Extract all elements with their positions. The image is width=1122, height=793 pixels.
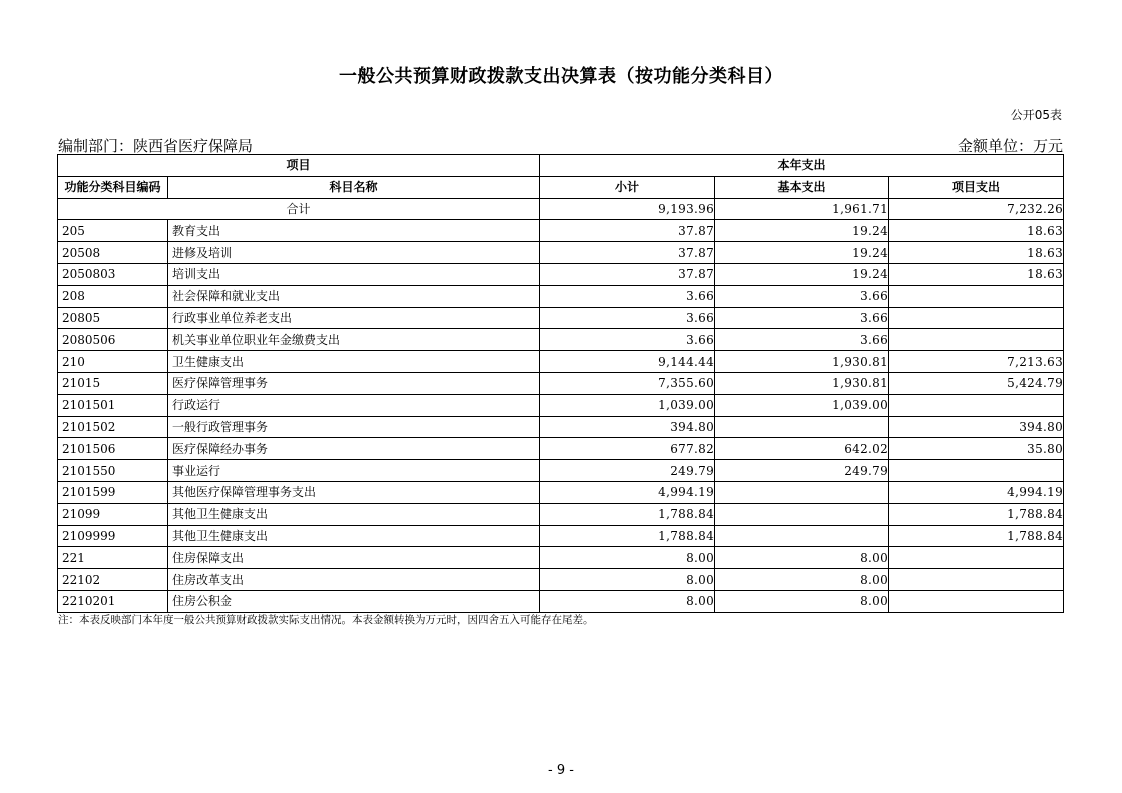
cell-name: 行政运行 <box>168 394 540 416</box>
cell-item <box>889 569 1064 591</box>
cell-item <box>889 307 1064 329</box>
cell-item: 7,213.63 <box>889 351 1064 373</box>
cell-name: 其他卫生健康支出 <box>168 525 540 547</box>
cell-subtotal: 8.00 <box>540 569 715 591</box>
table-row <box>58 329 1064 351</box>
cell-subtotal: 8.00 <box>540 547 715 569</box>
cell-item <box>889 329 1064 351</box>
table-row <box>58 569 1064 591</box>
table-row <box>58 307 1064 329</box>
page-number: - 9 - <box>548 763 574 778</box>
cell-code: 20508 <box>58 242 168 264</box>
cell-code: 210 <box>58 351 168 373</box>
total-basic: 1,961.71 <box>715 198 889 220</box>
cell-subtotal: 249.79 <box>540 460 715 482</box>
cell-basic: 3.66 <box>715 285 889 307</box>
cell-item <box>889 285 1064 307</box>
cell-item: 1,788.84 <box>889 503 1064 525</box>
table-row <box>58 263 1064 285</box>
cell-code: 2050803 <box>58 263 168 285</box>
header-code: 功能分类科目编码 <box>58 176 168 198</box>
cell-code: 2101502 <box>58 416 168 438</box>
cell-basic <box>715 416 889 438</box>
cell-code: 21099 <box>58 503 168 525</box>
cell-code: 221 <box>58 547 168 569</box>
cell-name: 医疗保障管理事务 <box>168 372 540 394</box>
cell-code: 2109999 <box>58 525 168 547</box>
cell-subtotal: 3.66 <box>540 329 715 351</box>
table-row <box>58 372 1064 394</box>
total-item: 7,232.26 <box>889 198 1064 220</box>
cell-subtotal: 1,039.00 <box>540 394 715 416</box>
cell-subtotal: 4,994.19 <box>540 481 715 503</box>
cell-item: 18.63 <box>889 220 1064 242</box>
cell-code: 2101599 <box>58 481 168 503</box>
total-row <box>58 198 1064 220</box>
cell-basic <box>715 525 889 547</box>
cell-basic: 3.66 <box>715 329 889 351</box>
table-row <box>58 242 1064 264</box>
table-row <box>58 460 1064 482</box>
cell-code: 22102 <box>58 569 168 591</box>
cell-subtotal: 37.87 <box>540 242 715 264</box>
cell-subtotal: 677.82 <box>540 438 715 460</box>
cell-basic: 19.24 <box>715 220 889 242</box>
page-title: 一般公共预算财政拨款支出决算表（按功能分类科目） <box>339 66 783 87</box>
footnote: 注：本表反映部门本年度一般公共预算财政拨款实际支出情况。本表金额转换为万元时，因四舍五入可能存在尾差。 <box>58 614 594 626</box>
cell-code: 2080506 <box>58 329 168 351</box>
cell-basic: 1,930.81 <box>715 372 889 394</box>
cell-code: 2101506 <box>58 438 168 460</box>
cell-name: 其他卫生健康支出 <box>168 503 540 525</box>
cell-subtotal: 1,788.84 <box>540 525 715 547</box>
cell-basic <box>715 481 889 503</box>
cell-subtotal: 394.80 <box>540 416 715 438</box>
total-label: 合计 <box>58 198 540 220</box>
header-current-year: 本年支出 <box>540 155 1064 177</box>
cell-code: 205 <box>58 220 168 242</box>
cell-subtotal: 37.87 <box>540 220 715 242</box>
cell-subtotal: 9,144.44 <box>540 351 715 373</box>
table-row <box>58 220 1064 242</box>
header-row-2 <box>58 176 1064 198</box>
cell-basic: 3.66 <box>715 307 889 329</box>
cell-name: 社会保障和就业支出 <box>168 285 540 307</box>
cell-name: 进修及培训 <box>168 242 540 264</box>
cell-item: 18.63 <box>889 242 1064 264</box>
cell-item: 35.80 <box>889 438 1064 460</box>
cell-item <box>889 460 1064 482</box>
cell-basic: 8.00 <box>715 590 889 612</box>
cell-subtotal: 1,788.84 <box>540 503 715 525</box>
table-row <box>58 438 1064 460</box>
cell-code: 2101550 <box>58 460 168 482</box>
cell-code: 21015 <box>58 372 168 394</box>
cell-name: 教育支出 <box>168 220 540 242</box>
cell-subtotal: 3.66 <box>540 285 715 307</box>
cell-name: 医疗保障经办事务 <box>168 438 540 460</box>
header-row-1 <box>58 155 1064 177</box>
cell-code: 20805 <box>58 307 168 329</box>
department-label: 编制部门：陕西省医疗保障局 <box>58 137 254 155</box>
cell-name: 事业运行 <box>168 460 540 482</box>
cell-basic: 1,039.00 <box>715 394 889 416</box>
table-row <box>58 481 1064 503</box>
cell-basic <box>715 503 889 525</box>
cell-basic: 19.24 <box>715 263 889 285</box>
cell-name: 机关事业单位职业年金缴费支出 <box>168 329 540 351</box>
cell-basic: 1,930.81 <box>715 351 889 373</box>
cell-name: 住房改革支出 <box>168 569 540 591</box>
form-number: 公开05表 <box>1010 108 1062 122</box>
cell-code: 208 <box>58 285 168 307</box>
table-row <box>58 590 1064 612</box>
cell-basic: 19.24 <box>715 242 889 264</box>
table-row <box>58 547 1064 569</box>
cell-item <box>889 547 1064 569</box>
cell-code: 2101501 <box>58 394 168 416</box>
table-row <box>58 394 1064 416</box>
cell-item: 394.80 <box>889 416 1064 438</box>
cell-name: 住房保障支出 <box>168 547 540 569</box>
table-row <box>58 525 1064 547</box>
cell-item: 4,994.19 <box>889 481 1064 503</box>
cell-subtotal: 7,355.60 <box>540 372 715 394</box>
header-project: 项目 <box>58 155 540 177</box>
unit-label: 金额单位：万元 <box>957 137 1063 155</box>
table-row <box>58 416 1064 438</box>
cell-basic: 8.00 <box>715 547 889 569</box>
header-item: 项目支出 <box>889 176 1064 198</box>
header-subtotal: 小计 <box>540 176 715 198</box>
cell-name: 一般行政管理事务 <box>168 416 540 438</box>
cell-name: 卫生健康支出 <box>168 351 540 373</box>
header-name: 科目名称 <box>168 176 540 198</box>
cell-subtotal: 37.87 <box>540 263 715 285</box>
cell-item <box>889 590 1064 612</box>
cell-basic: 8.00 <box>715 569 889 591</box>
cell-item <box>889 394 1064 416</box>
cell-item: 1,788.84 <box>889 525 1064 547</box>
total-subtotal: 9,193.96 <box>540 198 715 220</box>
table-row <box>58 503 1064 525</box>
cell-code: 2210201 <box>58 590 168 612</box>
header-basic: 基本支出 <box>715 176 889 198</box>
cell-name: 其他医疗保障管理事务支出 <box>168 481 540 503</box>
table-row <box>58 285 1064 307</box>
cell-basic: 642.02 <box>715 438 889 460</box>
cell-subtotal: 8.00 <box>540 590 715 612</box>
cell-basic: 249.79 <box>715 460 889 482</box>
cell-item: 18.63 <box>889 263 1064 285</box>
cell-name: 住房公积金 <box>168 590 540 612</box>
cell-subtotal: 3.66 <box>540 307 715 329</box>
cell-item: 5,424.79 <box>889 372 1064 394</box>
cell-name: 培训支出 <box>168 263 540 285</box>
table-row <box>58 351 1064 373</box>
expenditure-table <box>57 154 1064 613</box>
cell-name: 行政事业单位养老支出 <box>168 307 540 329</box>
